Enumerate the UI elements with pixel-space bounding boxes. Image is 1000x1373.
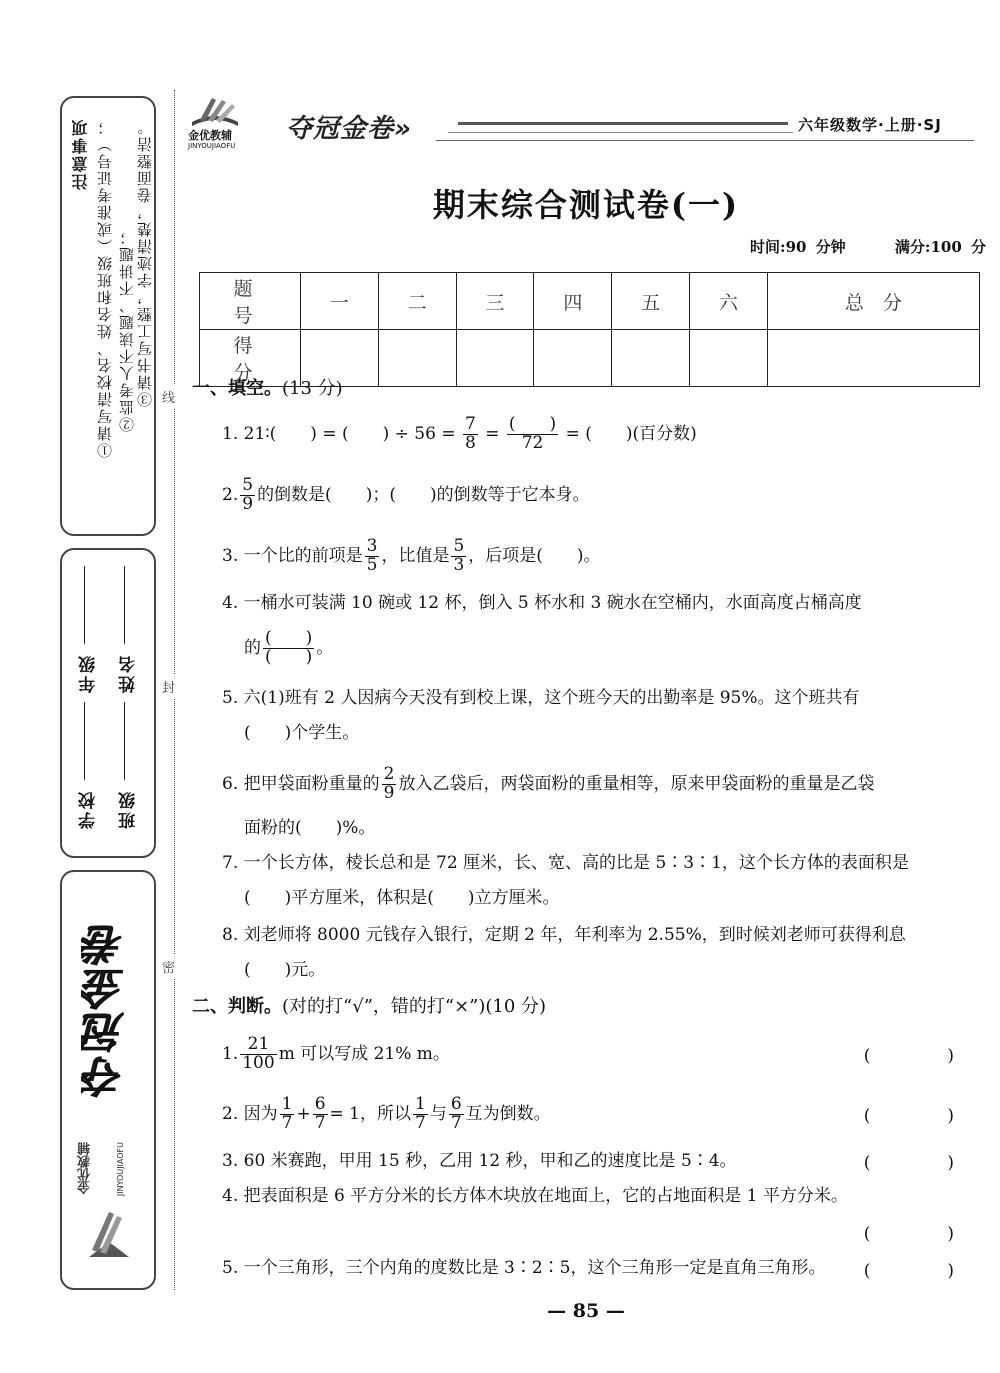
fraction: $\frac{1}{7}$ [281,1094,293,1133]
judge-question-1: 1. $\frac{21}{100}$ m 可以写成 21% m。 [222,1034,450,1073]
header-rule-thin [448,132,793,133]
score-row-label: 得 分 [200,330,301,387]
header-rule [458,122,788,125]
brand-name: 金优教辅 [78,1142,93,1194]
cut-mark-seal: 封 [162,675,175,698]
class-label: 班级 [119,788,139,829]
info-column-2 [116,566,141,829]
score-cell: 一 [301,273,379,330]
books-logo-icon [84,1202,134,1262]
fraction: $\frac{2}{9}$ [383,764,395,803]
class-blank[interactable] [124,702,125,780]
exam-full-score: 满分:100 分 [894,238,986,256]
fill-question-4-cont: 的 $\frac{( )}{( )}$ 。 [244,628,334,667]
judge-question-5: 5. 一个三角形，三个内角的度数比是 3∶2∶5，这个三角形一定是直角三角形。 [222,1258,826,1278]
section-1-heading [192,374,343,400]
grade-label: 年级 [79,652,99,693]
judge-answer-box[interactable]: ( ) [863,1153,984,1173]
school-label: 学校 [79,788,99,829]
fill-question-3: 3. 一个比的前项是 $\frac{3}{5}$ ，比值是 $\frac{5}{3}$ ，后项是( )。 [222,536,601,575]
fill-question-7: 7. 一个长方体，棱长总和是 72 厘米，长、宽、高的比是 5∶3∶1，这个长方体的表面积是 [222,853,909,873]
name-blank[interactable] [124,566,125,644]
section-2-heading [192,992,546,1018]
note-2: ②监考人不读题、不讲题； [118,228,136,432]
header-bottom-rule [436,140,974,141]
fraction: $\frac{6}{7}$ [450,1094,462,1133]
publisher-pinyin: JINYOUJIAOFU [188,142,236,150]
score-entry-cell[interactable] [378,330,456,387]
section-2-title: 二、判断。 [192,996,282,1017]
fill-question-5-cont: ( )个学生。 [244,723,360,743]
section-1-points: (13 分) [282,378,343,399]
fill-question-2: 2. $\frac{5}{9}$ 的倒数是( )；( )的倒数等于它本身。 [222,475,590,514]
brand-box [60,870,156,1290]
score-cell: 三 [456,273,534,330]
score-cell: 题 号 [200,273,301,330]
school-blank[interactable] [84,702,85,780]
score-entry-cell[interactable] [612,330,690,387]
judge-answer-box[interactable]: ( ) [863,1046,984,1066]
grade-label: 六年级数学·上册·SJ [798,116,942,134]
fill-question-8-cont: ( )元。 [244,960,326,980]
judge-answer-box[interactable]: ( ) [863,1224,984,1244]
fill-question-7-cont: ( )平方厘米，体积是( )立方厘米。 [244,888,560,908]
fraction: $\frac{3}{5}$ [366,536,378,575]
info-column-1 [76,566,101,829]
notes-label: 注意事项 [71,118,90,190]
score-cell: 五 [612,273,690,330]
fraction: $\frac{7}{8}$ [465,414,476,453]
score-cell: 六 [690,273,768,330]
judge-question-3: 3. 60 米赛跑，甲用 15 秒，乙用 12 秒，甲和乙的速度比是 5∶4。 [222,1151,737,1171]
fraction: $\frac{( )}{72}$ [508,414,557,453]
fraction: $\frac{5}{3}$ [453,536,465,575]
name-label: 姓名 [119,652,139,693]
fill-question-6-cont: 面粉的( )%。 [244,818,376,838]
cut-mark-secret: 密 [162,955,175,978]
judge-question-4: 4. 把表面积是 6 平方分米的长方体木块放在地面上，它的占地面积是 1 平方分米。 [222,1186,848,1206]
score-entry-cell[interactable] [767,330,979,387]
score-cell: 四 [534,273,612,330]
note-1: ①请写清校名、姓名和班级（或准考证号）； [96,118,114,458]
fill-question-6: 6. 把甲袋面粉重量的 $\frac{2}{9}$ 放入乙袋后，两袋面粉的重量相等，原来甲袋面粉的重量是乙袋 [222,764,875,803]
score-cell: 二 [378,273,456,330]
exam-time: 时间:90 分钟 [750,238,846,256]
exam-notes-box [60,96,156,536]
fraction: $\frac{( )}{( )}$ [265,628,313,667]
exam-time-info [710,236,986,257]
page-header [186,96,976,152]
page-number: — 85 — [547,1300,625,1322]
note-3: ③请书写工整，字迹清楚，卷面整洁。 [136,118,154,407]
fill-question-8: 8. 刘老师将 8000 元钱存入银行，定期 2 年，年利率为 2.55%，到时候刘老师可获得利息 [222,925,906,945]
books-logo-icon [190,96,240,128]
section-2-points: (对的打“√”，错的打“×”)(10 分) [282,996,547,1017]
judge-question-2: 2. 因为 $\frac{1}{7}$ + $\frac{6}{7}$ = 1，所以 $\frac{1}{7}$ 与 $\frac{6}{7}$ 互为倒数。 [222,1094,551,1133]
judge-answer-box[interactable]: ( ) [863,1106,984,1126]
fraction: $\frac{5}{9}$ [242,475,254,514]
judge-answer-box[interactable]: ( ) [863,1261,984,1281]
score-table-header-row [200,273,980,330]
section-1-title: 一、填空。 [192,378,282,399]
brand-title: 夺冠金卷 [81,922,130,1098]
fraction: $\frac{21}{100}$ [242,1034,275,1073]
score-cell: 总 分 [767,273,979,330]
exam-title: 期末综合测试卷(一) [432,186,740,224]
series-title: 夺冠金卷» [286,114,412,144]
fill-question-4: 4. 一桶水可装满 10 碗或 12 杯，倒入 5 杯水和 3 碗水在空桶内，水面高度占桶高度 [222,593,862,613]
score-entry-cell[interactable] [690,330,768,387]
score-table [199,272,980,387]
fill-question-1: 1. 21∶( ) = ( ) ÷ 56 = $\frac{7}{8}$ = $\frac{( )}{72}$ = ( )(百分数) [222,414,697,453]
fraction: $\frac{1}{7}$ [415,1094,426,1133]
grade-blank[interactable] [84,566,85,644]
publisher-name: 金优教辅 [188,129,232,142]
brand-pinyin: JINYOUJIAOFU [116,1142,125,1197]
cut-mark-line: 线 [162,385,175,408]
student-info-box [60,548,156,858]
score-entry-cell[interactable] [534,330,612,387]
fill-question-5: 5. 六(1)班有 2 人因病今天没有到校上课，这个班今天的出勤率是 95%。这个班共有 [222,688,860,708]
score-entry-cell[interactable] [456,330,534,387]
fraction: $\frac{6}{7}$ [314,1094,326,1133]
